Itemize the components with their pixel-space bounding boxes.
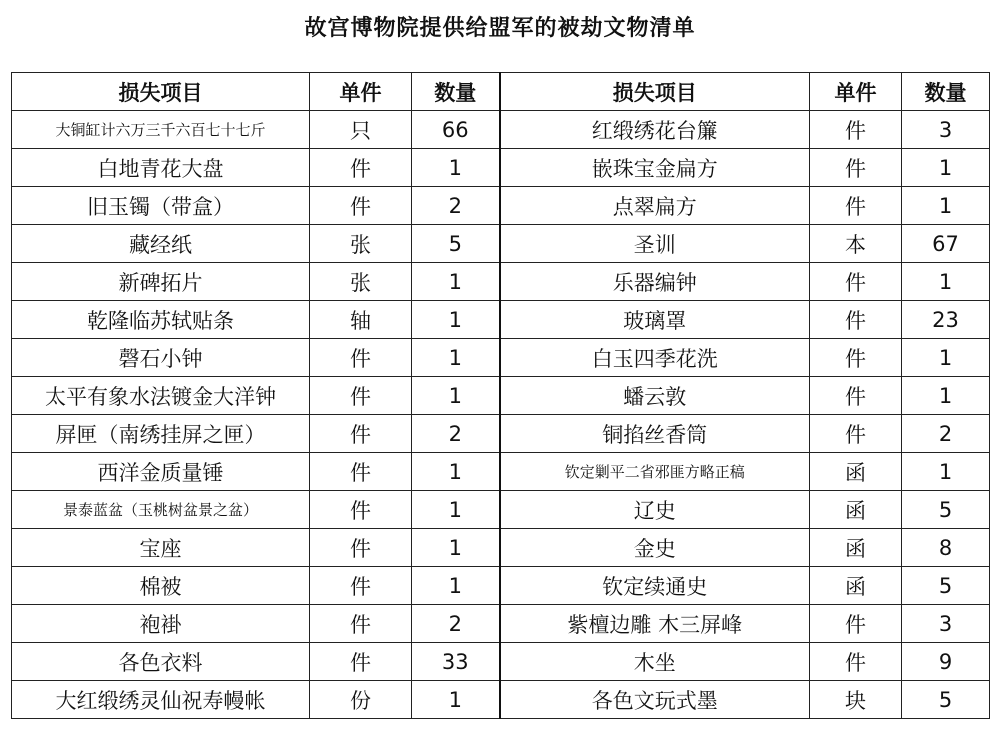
unit-cell: 件 xyxy=(310,453,412,491)
table-row xyxy=(12,567,990,605)
header-item: 损失项目 xyxy=(500,73,810,111)
table-body xyxy=(12,111,990,719)
quantity-cell: 5 xyxy=(902,681,990,719)
table-row xyxy=(12,453,990,491)
unit-cell: 件 xyxy=(810,111,902,149)
table-row xyxy=(12,225,990,263)
unit-cell: 件 xyxy=(810,377,902,415)
quantity-cell: 1 xyxy=(902,263,990,301)
item-cell: 铜掐丝香筒 xyxy=(500,415,810,453)
unit-cell: 件 xyxy=(310,415,412,453)
item-cell: 蟠云敦 xyxy=(500,377,810,415)
item-cell: 各色衣料 xyxy=(12,643,310,681)
item-cell: 钦定续通史 xyxy=(500,567,810,605)
quantity-cell: 1 xyxy=(412,339,500,377)
quantity-cell: 5 xyxy=(902,567,990,605)
table-row xyxy=(12,681,990,719)
unit-cell: 块 xyxy=(810,681,902,719)
unit-cell: 件 xyxy=(310,605,412,643)
header-qty: 数量 xyxy=(412,73,500,111)
unit-cell: 函 xyxy=(810,567,902,605)
item-cell: 钦定剿平二省邪匪方略正稿 xyxy=(500,453,810,491)
item-cell: 木坐 xyxy=(500,643,810,681)
quantity-cell: 2 xyxy=(902,415,990,453)
quantity-cell: 1 xyxy=(412,149,500,187)
item-cell: 白玉四季花洗 xyxy=(500,339,810,377)
quantity-cell: 8 xyxy=(902,529,990,567)
quantity-cell: 23 xyxy=(902,301,990,339)
item-cell: 点翠扁方 xyxy=(500,187,810,225)
item-cell: 大红缎绣灵仙祝寿幔帐 xyxy=(12,681,310,719)
quantity-cell: 33 xyxy=(412,643,500,681)
table-row xyxy=(12,491,990,529)
unit-cell: 件 xyxy=(810,187,902,225)
quantity-cell: 1 xyxy=(412,301,500,339)
quantity-cell: 1 xyxy=(902,187,990,225)
item-cell: 新碑拓片 xyxy=(12,263,310,301)
table-row xyxy=(12,339,990,377)
quantity-cell: 3 xyxy=(902,605,990,643)
item-cell: 袍褂 xyxy=(12,605,310,643)
unit-cell: 件 xyxy=(810,605,902,643)
item-cell: 金史 xyxy=(500,529,810,567)
unit-cell: 本 xyxy=(810,225,902,263)
header-row xyxy=(12,73,990,111)
table-row xyxy=(12,605,990,643)
unit-cell: 件 xyxy=(810,339,902,377)
quantity-cell: 1 xyxy=(902,453,990,491)
item-cell: 白地青花大盘 xyxy=(12,149,310,187)
quantity-cell: 1 xyxy=(902,149,990,187)
table-row xyxy=(12,187,990,225)
unit-cell: 张 xyxy=(310,263,412,301)
quantity-cell: 3 xyxy=(902,111,990,149)
quantity-cell: 1 xyxy=(412,681,500,719)
item-cell: 嵌珠宝金扁方 xyxy=(500,149,810,187)
quantity-cell: 9 xyxy=(902,643,990,681)
unit-cell: 件 xyxy=(310,529,412,567)
unit-cell: 函 xyxy=(810,529,902,567)
item-cell: 乐器编钟 xyxy=(500,263,810,301)
unit-cell: 函 xyxy=(810,491,902,529)
quantity-cell: 5 xyxy=(412,225,500,263)
unit-cell: 件 xyxy=(810,415,902,453)
item-cell: 旧玉镯（带盒） xyxy=(12,187,310,225)
item-cell: 圣训 xyxy=(500,225,810,263)
table-row xyxy=(12,111,990,149)
table-row xyxy=(12,643,990,681)
quantity-cell: 1 xyxy=(902,377,990,415)
header-unit: 单件 xyxy=(810,73,902,111)
table-row xyxy=(12,263,990,301)
unit-cell: 件 xyxy=(310,643,412,681)
unit-cell: 件 xyxy=(810,149,902,187)
table-row xyxy=(12,377,990,415)
item-cell: 棉被 xyxy=(12,567,310,605)
quantity-cell: 1 xyxy=(412,491,500,529)
item-cell: 宝座 xyxy=(12,529,310,567)
item-cell: 辽史 xyxy=(500,491,810,529)
quantity-cell: 1 xyxy=(412,377,500,415)
quantity-cell: 2 xyxy=(412,187,500,225)
unit-cell: 件 xyxy=(810,263,902,301)
inventory-table xyxy=(11,72,990,719)
page-title: 故宫博物院提供给盟军的被劫文物清单 xyxy=(304,16,696,41)
unit-cell: 件 xyxy=(310,377,412,415)
unit-cell: 件 xyxy=(310,491,412,529)
item-cell: 藏经纸 xyxy=(12,225,310,263)
unit-cell: 轴 xyxy=(310,301,412,339)
quantity-cell: 2 xyxy=(412,415,500,453)
quantity-cell: 1 xyxy=(902,339,990,377)
item-cell: 各色文玩式墨 xyxy=(500,681,810,719)
header-item: 损失项目 xyxy=(12,73,310,111)
unit-cell: 张 xyxy=(310,225,412,263)
unit-cell: 件 xyxy=(310,567,412,605)
quantity-cell: 1 xyxy=(412,567,500,605)
item-cell: 大铜缸计六万三千六百七十七斤 xyxy=(12,111,310,149)
item-cell: 玻璃罩 xyxy=(500,301,810,339)
item-cell: 乾隆临苏轼贴条 xyxy=(12,301,310,339)
quantity-cell: 5 xyxy=(902,491,990,529)
table-row xyxy=(12,415,990,453)
table-row xyxy=(12,301,990,339)
unit-cell: 件 xyxy=(310,149,412,187)
item-cell: 西洋金质量锤 xyxy=(12,453,310,491)
header-qty: 数量 xyxy=(902,73,990,111)
item-cell: 屏匣（南绣挂屏之匣） xyxy=(12,415,310,453)
item-cell: 磬石小钟 xyxy=(12,339,310,377)
item-cell: 景泰蓝盆（玉桃树盆景之盆） xyxy=(12,491,310,529)
unit-cell: 份 xyxy=(310,681,412,719)
header-unit: 单件 xyxy=(310,73,412,111)
quantity-cell: 1 xyxy=(412,263,500,301)
table-row xyxy=(12,149,990,187)
quantity-cell: 1 xyxy=(412,453,500,491)
table-row xyxy=(12,529,990,567)
unit-cell: 件 xyxy=(810,643,902,681)
quantity-cell: 67 xyxy=(902,225,990,263)
unit-cell: 件 xyxy=(810,301,902,339)
unit-cell: 件 xyxy=(310,187,412,225)
quantity-cell: 2 xyxy=(412,605,500,643)
item-cell: 红缎绣花台簾 xyxy=(500,111,810,149)
unit-cell: 只 xyxy=(310,111,412,149)
quantity-cell: 1 xyxy=(412,529,500,567)
quantity-cell: 66 xyxy=(412,111,500,149)
item-cell: 太平有象水法镀金大洋钟 xyxy=(12,377,310,415)
unit-cell: 函 xyxy=(810,453,902,491)
item-cell: 紫檀边雕 木三屏峰 xyxy=(500,605,810,643)
unit-cell: 件 xyxy=(310,339,412,377)
